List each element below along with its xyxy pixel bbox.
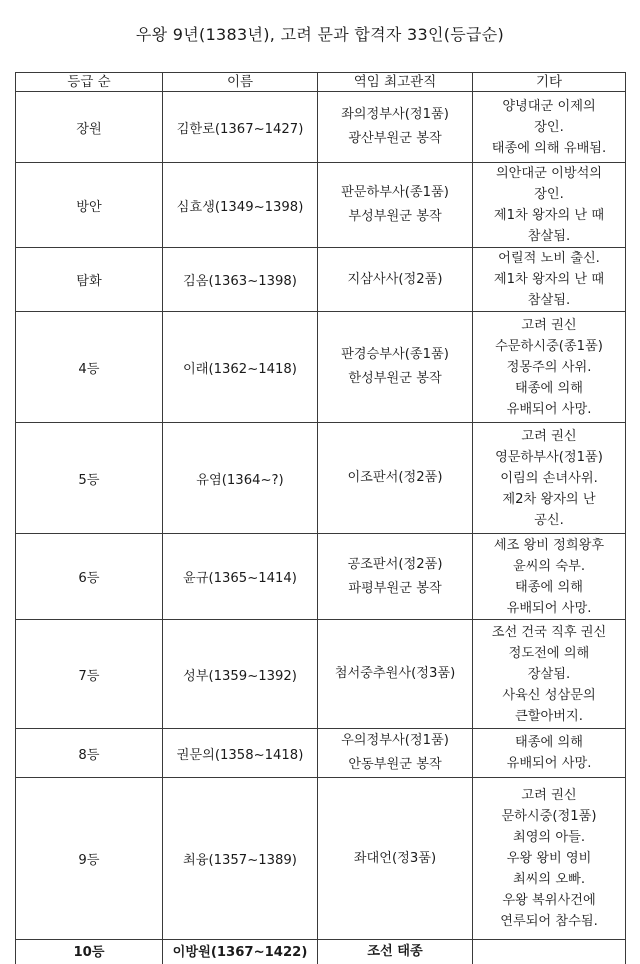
note-line: 양녕대군 이제의 [475, 96, 623, 117]
office-cell [318, 534, 473, 620]
office-line: 좌의정부사(정1품) [320, 103, 470, 127]
table-body [16, 92, 626, 964]
note-line: 영문하부사(정1품) [475, 447, 623, 468]
note-line: 태종에 의해 [475, 732, 623, 753]
note-line: 제2차 왕자의 난 [475, 489, 623, 510]
note-cell [473, 423, 626, 534]
table-row [16, 312, 626, 423]
header-office: 역임 최고관직 [318, 73, 473, 92]
office-cell [318, 729, 473, 778]
office-line: 부성부원군 봉작 [320, 205, 470, 229]
rank-cell: 방안 [16, 163, 163, 248]
header-name: 이름 [163, 73, 318, 92]
office-line: 광산부원군 봉작 [320, 127, 470, 151]
rank-cell: 7등 [16, 620, 163, 729]
note-line: 제1차 왕자의 난 때 [475, 205, 623, 226]
office-cell [318, 163, 473, 248]
note-line: 윤씨의 숙부. [475, 556, 623, 577]
note-line: 세조 왕비 정희왕후 [475, 535, 623, 556]
note-line: 장살됨. [475, 664, 623, 685]
office-cell [318, 940, 473, 964]
rank-cell: 4등 [16, 312, 163, 423]
note-line: 우왕 왕비 영비 [475, 848, 623, 869]
note-line: 태종에 의해 유배됨. [475, 138, 623, 159]
office-cell [318, 423, 473, 534]
note-cell [473, 92, 626, 163]
note-line: 큰할아버지. [475, 706, 623, 727]
table-row [16, 248, 626, 312]
office-line: 조선 태종 [320, 940, 470, 964]
office-line: 판경승부사(종1품) [320, 343, 470, 367]
rank-cell: 9등 [16, 778, 163, 940]
rank-cell: 탐화 [16, 248, 163, 312]
note-line: 고려 권신 [475, 315, 623, 336]
note-line: 유배되어 사망. [475, 399, 623, 420]
note-line: 유배되어 사망. [475, 598, 623, 619]
name-cell: 권문의(1358~1418) [163, 729, 318, 778]
table-row [16, 729, 626, 778]
office-cell [318, 92, 473, 163]
note-line: 참살됨. [475, 290, 623, 311]
name-cell: 유염(1364~?) [163, 423, 318, 534]
note-cell [473, 163, 626, 248]
note-cell [473, 312, 626, 423]
note-line: 우왕 복위사건에 [475, 890, 623, 911]
note-line: 유배되어 사망. [475, 753, 623, 774]
note-cell [473, 940, 626, 964]
office-line: 좌대언(정3품) [320, 847, 470, 871]
note-line: 이림의 손녀사위. [475, 468, 623, 489]
office-line: 우의정부사(정1품) [320, 729, 470, 753]
note-line: 사육신 성삼문의 [475, 685, 623, 706]
note-line: 정몽주의 사위. [475, 357, 623, 378]
name-cell: 윤규(1365~1414) [163, 534, 318, 620]
note-line: 고려 권신 [475, 426, 623, 447]
name-cell: 성부(1359~1392) [163, 620, 318, 729]
header-note: 기타 [473, 73, 626, 92]
name-cell: 이래(1362~1418) [163, 312, 318, 423]
office-line: 첨서중추원사(정3품) [320, 662, 470, 686]
office-line: 파평부원군 봉작 [320, 577, 470, 601]
exam-passers-table [15, 72, 626, 964]
rank-cell: 8등 [16, 729, 163, 778]
office-cell [318, 248, 473, 312]
table-row [16, 940, 626, 964]
office-cell [318, 778, 473, 940]
note-line: 수문하시중(종1품) [475, 336, 623, 357]
table-row [16, 534, 626, 620]
table-row [16, 92, 626, 163]
note-line: 연루되어 참수됨. [475, 911, 623, 932]
name-cell: 이방원(1367~1422) [163, 940, 318, 964]
document-title: 우왕 9년(1383년), 고려 문과 합격자 33인(등급순) [0, 22, 640, 45]
note-line: 정도전에 의해 [475, 643, 623, 664]
note-line: 고려 권신 [475, 785, 623, 806]
note-cell [473, 729, 626, 778]
note-line: 참살됨. [475, 226, 623, 247]
office-line: 판문하부사(종1품) [320, 181, 470, 205]
note-line: 태종에 의해 [475, 577, 623, 598]
office-cell [318, 620, 473, 729]
office-line: 공조판서(정2품) [320, 553, 470, 577]
note-cell [473, 248, 626, 312]
header-rank: 등급 순 [16, 73, 163, 92]
office-cell [318, 312, 473, 423]
name-cell: 김옴(1363~1398) [163, 248, 318, 312]
note-line: 태종에 의해 [475, 378, 623, 399]
name-cell: 심효생(1349~1398) [163, 163, 318, 248]
rank-cell: 장원 [16, 92, 163, 163]
name-cell: 최융(1357~1389) [163, 778, 318, 940]
note-line: 공신. [475, 510, 623, 531]
note-line: 의안대군 이방석의 [475, 163, 623, 184]
note-line: 제1차 왕자의 난 때 [475, 269, 623, 290]
table-row [16, 423, 626, 534]
office-line: 지삼사사(정2품) [320, 268, 470, 292]
note-line: 조선 건국 직후 권신 [475, 622, 623, 643]
name-cell: 김한로(1367~1427) [163, 92, 318, 163]
table-row [16, 163, 626, 248]
rank-cell: 10등 [16, 940, 163, 964]
note-line: 최씨의 오빠. [475, 869, 623, 890]
rank-cell: 6등 [16, 534, 163, 620]
note-line: 장인. [475, 184, 623, 205]
note-cell [473, 778, 626, 940]
note-line: 장인. [475, 117, 623, 138]
note-line: 어릴적 노비 출신. [475, 248, 623, 269]
office-line: 한성부원군 봉작 [320, 367, 470, 391]
note-line: 문하시중(정1품) [475, 806, 623, 827]
note-cell [473, 620, 626, 729]
table-row [16, 620, 626, 729]
office-line: 이조판서(정2품) [320, 466, 470, 490]
table-row [16, 778, 626, 940]
note-line: 최영의 아들. [475, 827, 623, 848]
rank-cell: 5등 [16, 423, 163, 534]
note-cell [473, 534, 626, 620]
table-header-row [16, 73, 626, 92]
office-line: 안동부원군 봉작 [320, 753, 470, 777]
